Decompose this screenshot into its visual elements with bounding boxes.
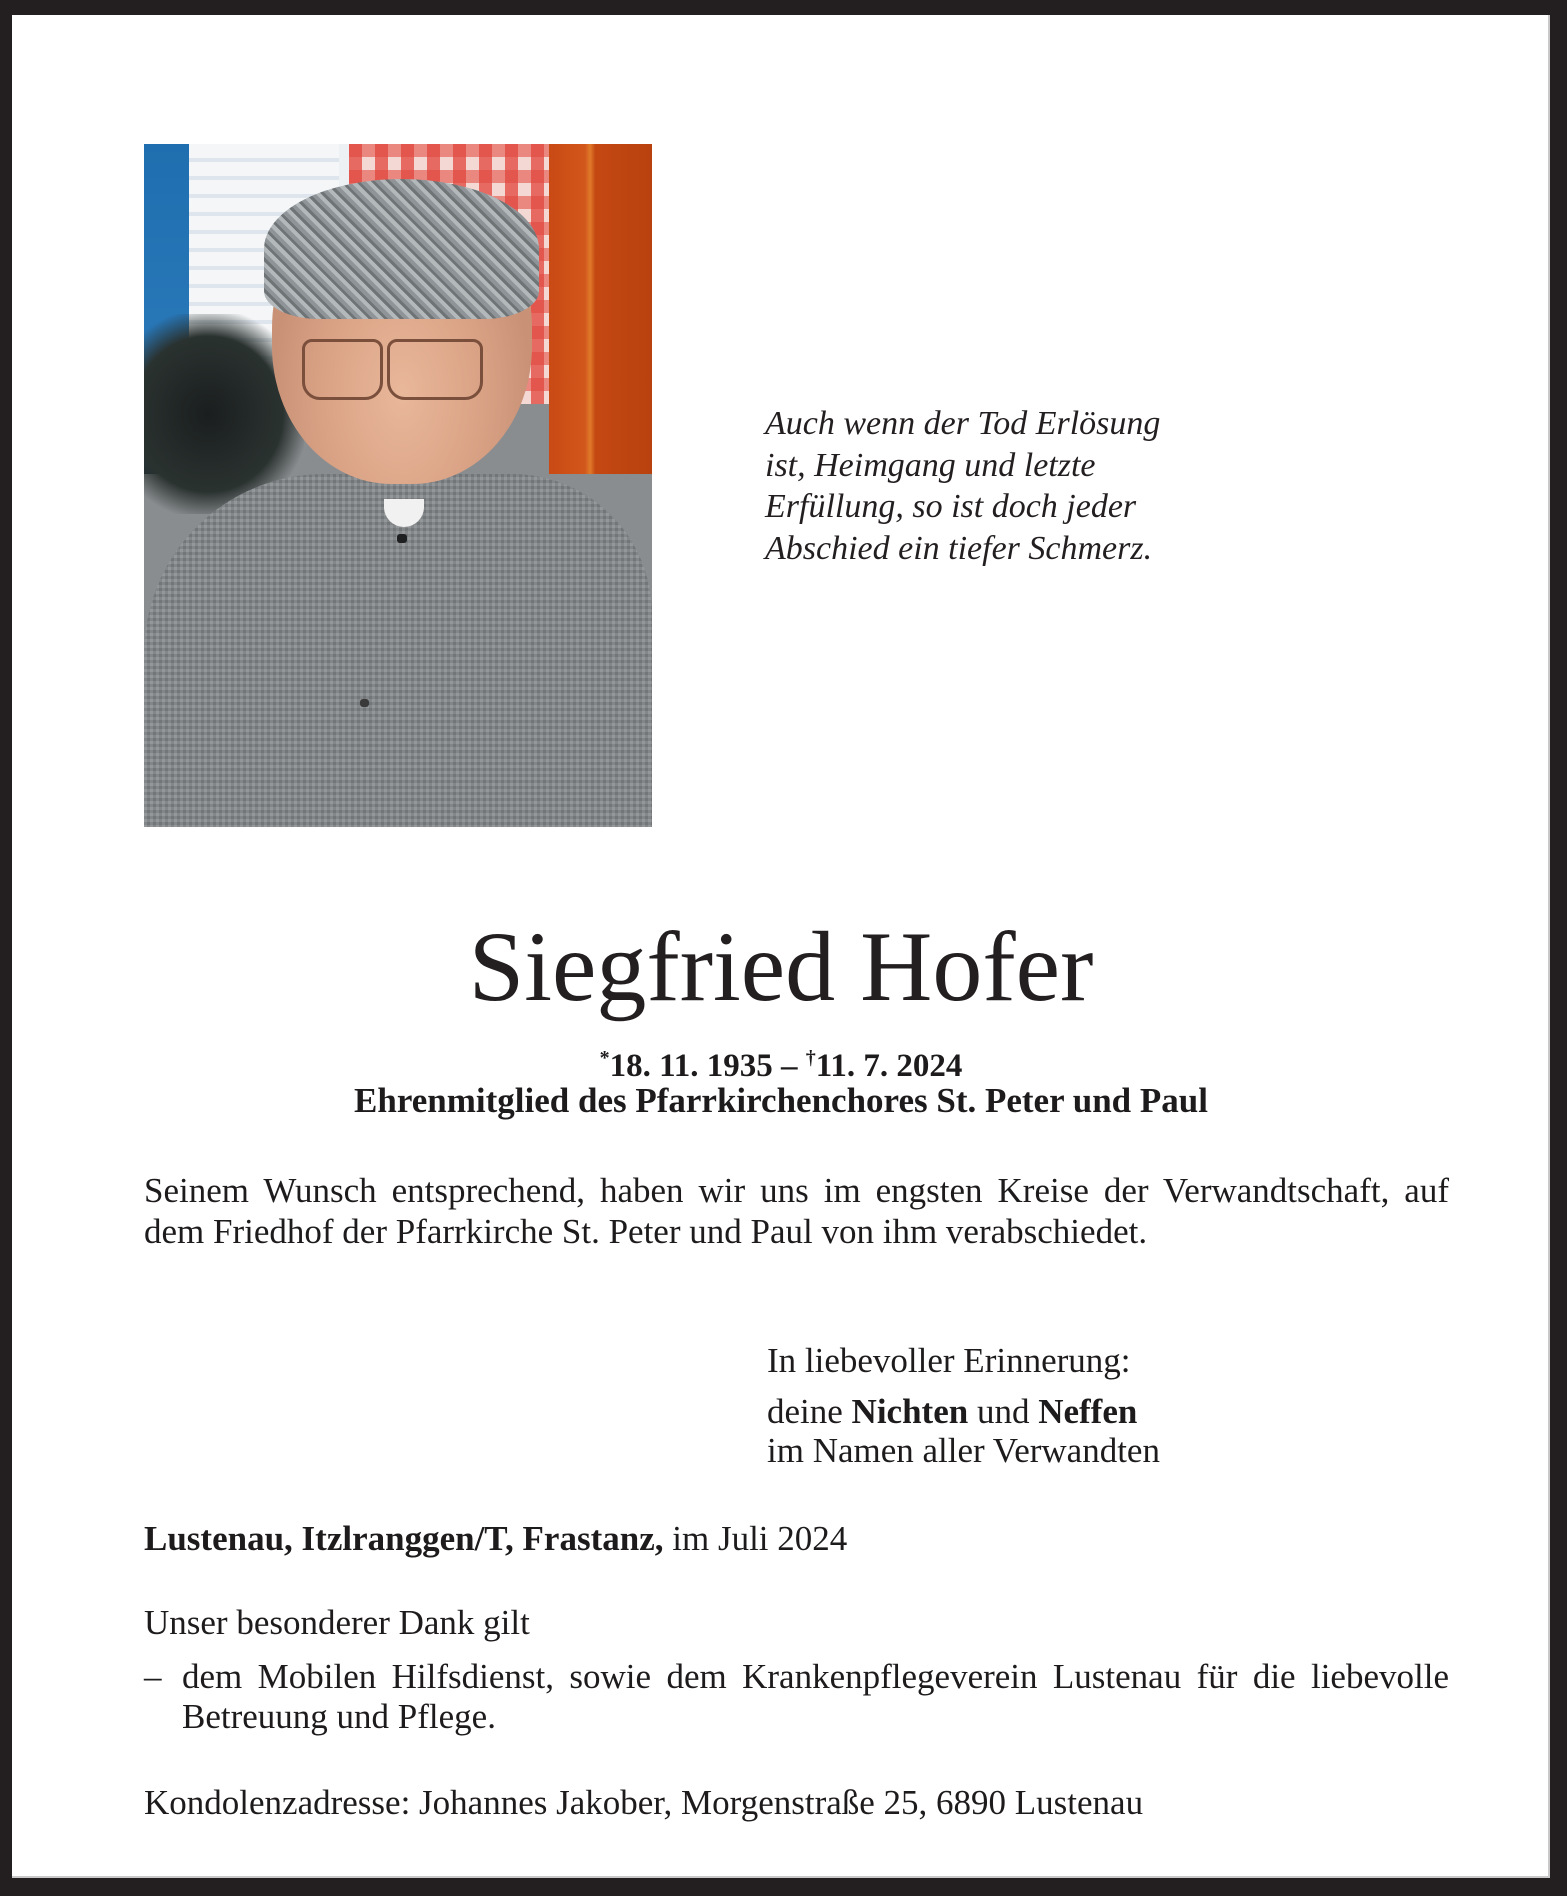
photo-person-hair: [264, 179, 539, 319]
closing-line-all-relatives: im Namen aller Verwandten: [767, 1431, 1160, 1470]
closing-signature: [767, 1339, 1160, 1471]
closing-line-remembrance: In liebevoller Erinnerung:: [767, 1341, 1131, 1380]
condolence-address: Kondolenzadresse: Johannes Jakober, Morgenstraße 25, 6890 Lustenau: [144, 1783, 1144, 1822]
relatives-nieces: Nichten: [851, 1392, 969, 1431]
photo-jacket-button: [360, 699, 369, 707]
memorial-quote: [765, 403, 1160, 569]
birth-star-icon: *: [599, 1047, 610, 1069]
quote-line: ist, Heimgang und letzte: [765, 446, 1096, 484]
portrait-photo: [144, 144, 652, 827]
place-and-date: [144, 1518, 847, 1560]
obituary-page: [12, 15, 1550, 1878]
death-cross-icon: †: [805, 1047, 816, 1069]
quote-line: Auch wenn der Tod Erlösung: [765, 405, 1161, 442]
deceased-name: Siegfried Hofer: [468, 911, 1094, 1022]
photo-person-jacket: [144, 474, 652, 827]
photo-glasses-right: [387, 339, 483, 400]
thanks-list: [144, 1657, 1449, 1737]
photo-glasses-left: [302, 339, 383, 400]
announcement-paragraph: Seinem Wunsch entsprechend, haben wir uns im engsten Kreise der Verwandtschaft, auf dem Friedhof der Pfarrkirche St. Peter und Paul von ihm verabschiedet.: [144, 1171, 1449, 1251]
thanks-intro: Unser besonderer Dank gilt: [144, 1603, 530, 1642]
honorary-membership: Ehrenmitglied des Pfarrkirchenchores St. Peter und Paul: [354, 1081, 1208, 1120]
photo-jacket-button: [397, 534, 407, 543]
quote-line: Erfüllung, so ist doch jeder: [765, 488, 1137, 525]
place-date: im Juli 2024: [663, 1519, 848, 1558]
thanks-item: [144, 1657, 1449, 1737]
closing-line-relatives: [767, 1387, 1160, 1437]
place-locations: Lustenau, Itzlranggen/T, Frastanz,: [144, 1519, 664, 1558]
date-separator: –: [772, 1048, 806, 1084]
death-date: 11. 7. 2024: [815, 1048, 963, 1084]
quote-line: Abschied ein tiefer Schmerz.: [765, 529, 1153, 567]
photo-background-wood: [549, 144, 652, 474]
relatives-and: und: [968, 1392, 1039, 1431]
relatives-prefix: deine: [767, 1392, 852, 1431]
thanks-item-text: dem Mobilen Hilfsdienst, sowie dem Krankenpflegeverein Lustenau für die liebevolle Betreuung und Pflege.: [182, 1657, 1449, 1736]
birth-date: 18. 11. 1935: [609, 1048, 773, 1084]
dash-bullet-icon: –: [144, 1657, 162, 1696]
relatives-nephews: Neffen: [1038, 1392, 1138, 1431]
